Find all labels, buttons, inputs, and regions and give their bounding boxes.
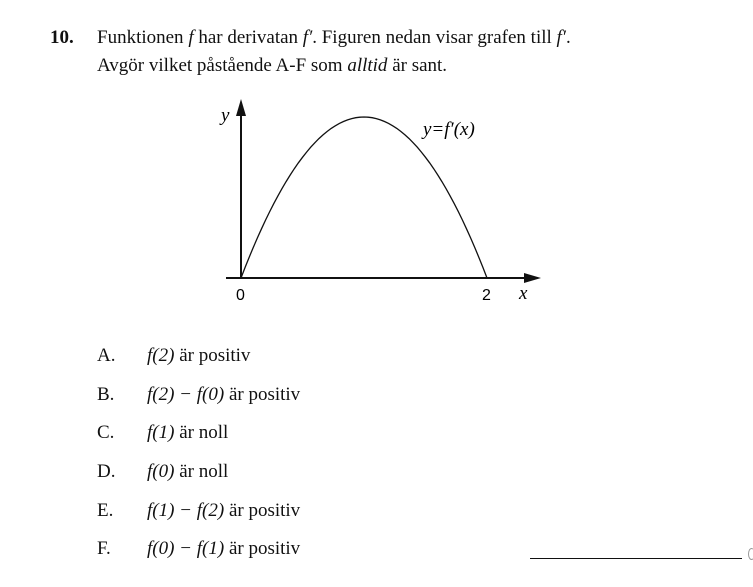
option-text: är noll bbox=[174, 422, 229, 443]
y-axis-arrow-icon bbox=[236, 99, 246, 116]
derivative-symbol: f′ bbox=[556, 27, 566, 48]
option-letter: D. bbox=[97, 461, 116, 482]
option-text: är positiv bbox=[224, 384, 301, 405]
y-axis-label: y bbox=[221, 105, 230, 126]
option-expression: f(0) bbox=[147, 461, 175, 482]
option-expression: f(0) − f(1) bbox=[147, 538, 225, 559]
question-text-part: . bbox=[565, 27, 571, 48]
option-statement bbox=[147, 538, 300, 560]
option-letter: B. bbox=[97, 384, 115, 405]
option-expression: f(2) bbox=[147, 345, 175, 366]
option-statement bbox=[147, 461, 228, 483]
question-text-part: Funktionen bbox=[97, 27, 189, 48]
option-statement bbox=[147, 384, 300, 406]
option-statement bbox=[147, 422, 228, 444]
x-axis-arrow-icon bbox=[524, 273, 541, 283]
option-text: är noll bbox=[174, 461, 229, 482]
question-number: 10. bbox=[50, 27, 74, 48]
answer-line[interactable] bbox=[530, 558, 742, 559]
answer-mark-icon bbox=[748, 548, 753, 560]
option-text: är positiv bbox=[224, 538, 301, 559]
option-letter: F. bbox=[97, 538, 111, 559]
x-tick-label-2: 2 bbox=[482, 287, 491, 304]
option-expression: f(2) − f(0) bbox=[147, 384, 225, 405]
derivative-curve bbox=[241, 117, 487, 278]
option-letter: C. bbox=[97, 422, 115, 443]
question-text-part: är sant. bbox=[387, 55, 448, 76]
question-text-part: Avgör vilket påstående A-F som bbox=[97, 55, 348, 76]
option-text: är positiv bbox=[174, 345, 251, 366]
option-letter: E. bbox=[97, 500, 114, 521]
x-axis-label: x bbox=[519, 283, 528, 304]
option-letter: A. bbox=[97, 345, 116, 366]
x-tick-label-0: 0 bbox=[236, 287, 245, 304]
question-text-part: har derivatan bbox=[193, 27, 303, 48]
option-expression: f(1) bbox=[147, 422, 175, 443]
question-text-part: . Figuren nedan visar grafen till bbox=[312, 27, 557, 48]
emphasized-word: alltid bbox=[347, 55, 388, 76]
curve-label: y=f′(x) bbox=[423, 119, 475, 140]
option-text: är positiv bbox=[224, 500, 301, 521]
function-symbol: f bbox=[188, 27, 194, 48]
option-statement bbox=[147, 500, 300, 522]
option-expression: f(1) − f(2) bbox=[147, 500, 225, 521]
option-statement bbox=[147, 345, 250, 367]
derivative-symbol: f′ bbox=[302, 27, 313, 48]
